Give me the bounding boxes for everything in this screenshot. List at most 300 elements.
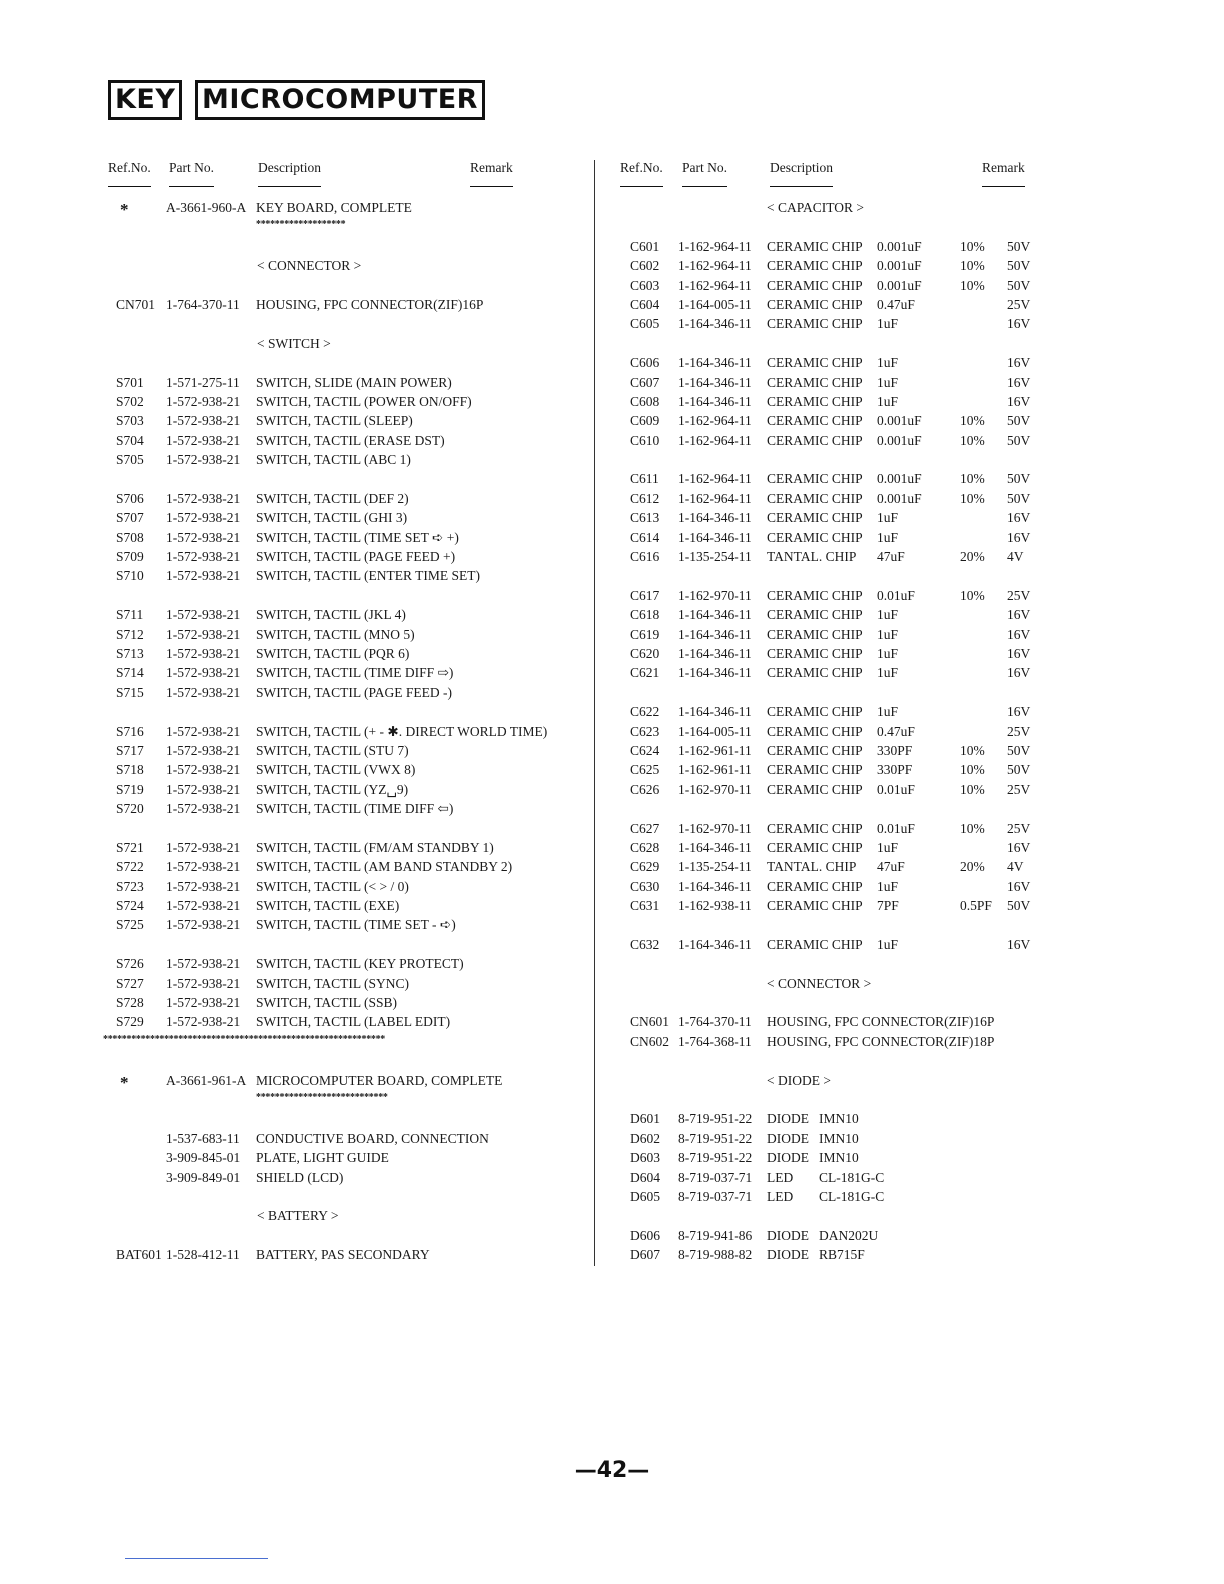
part-no: A-3661-960-A <box>166 200 247 215</box>
description: HOUSING, FPC CONNECTOR(ZIF)18P <box>767 1033 995 1049</box>
description: CERAMIC CHIP <box>767 607 863 623</box>
capacitance: 1uF <box>877 607 899 623</box>
capacitor-row <box>612 394 1042 413</box>
voltage: 16V <box>1007 936 1031 952</box>
description: CERAMIC CHIP <box>767 762 863 778</box>
capacitor-row <box>612 258 1042 277</box>
part-no: 1-164-346-11 <box>678 936 752 952</box>
row-spacer <box>612 568 1042 587</box>
part-no: 1-162-961-11 <box>678 762 752 778</box>
description: SHIELD (LCD) <box>256 1169 344 1185</box>
capacitance: 330PF <box>877 762 913 778</box>
part-row <box>100 665 590 684</box>
voltage: 50V <box>1007 898 1031 914</box>
description: SWITCH, TACTIL (+ - ✱. DIRECT WORLD TIME) <box>256 723 548 739</box>
part-no: 8-719-951-22 <box>678 1130 753 1146</box>
description: CERAMIC CHIP <box>767 936 863 952</box>
part-no: 1-572-938-21 <box>166 781 241 797</box>
capacitor-row <box>612 549 1042 568</box>
tolerance: 10% <box>960 762 985 778</box>
row-spacer <box>100 471 590 490</box>
description: CERAMIC CHIP <box>767 781 863 797</box>
ref-no: S721 <box>116 839 144 855</box>
part-no: 1-572-938-21 <box>166 762 241 778</box>
ref-no: S725 <box>116 917 144 933</box>
row-spacer <box>612 336 1042 355</box>
bottom-rule <box>125 1558 268 1559</box>
part-no: 1-162-964-11 <box>678 490 752 506</box>
part-row <box>100 491 590 510</box>
description: SWITCH, TACTIL (MNO 5) <box>256 626 415 642</box>
voltage: 16V <box>1007 607 1031 623</box>
part-row <box>100 297 590 316</box>
ref-no: C626 <box>630 781 660 797</box>
row-spacer <box>100 1111 590 1130</box>
left-parts-column <box>100 160 590 1266</box>
part-row <box>100 956 590 975</box>
description: CERAMIC CHIP <box>767 277 863 293</box>
part-no: 1-572-938-21 <box>166 645 241 661</box>
description: CERAMIC CHIP <box>767 374 863 390</box>
section-heading-text: < DIODE > <box>767 1072 831 1088</box>
ref-no: C623 <box>630 723 660 739</box>
model-no: RB715F <box>819 1247 865 1263</box>
description: KEY BOARD, COMPLETE <box>256 200 412 215</box>
description: LED <box>767 1169 794 1185</box>
description: CERAMIC CHIP <box>767 587 863 603</box>
part-no: 1-164-346-11 <box>678 626 752 642</box>
voltage: 16V <box>1007 510 1031 526</box>
part-no: 1-135-254-11 <box>678 859 752 875</box>
ref-no: S703 <box>116 413 144 429</box>
section-heading-text: < BATTERY > <box>257 1208 339 1224</box>
row-spacer <box>612 801 1042 820</box>
part-no: 8-719-941-86 <box>678 1227 753 1243</box>
row-spacer <box>100 937 590 956</box>
model-no: CL-181G-C <box>819 1169 885 1185</box>
part-row <box>100 1247 590 1266</box>
part-no: 3-909-845-01 <box>166 1150 241 1166</box>
row-spacer <box>612 956 1042 975</box>
capacitor-row <box>612 646 1042 665</box>
ref-no: S723 <box>116 878 144 894</box>
ref-no: D604 <box>630 1169 660 1185</box>
tolerance: 10% <box>960 238 985 254</box>
ref-no: S711 <box>116 607 144 623</box>
part-no: 8-719-951-22 <box>678 1111 753 1127</box>
part-row <box>100 801 590 820</box>
part-row <box>100 1014 590 1033</box>
part-row <box>100 995 590 1014</box>
voltage: 50V <box>1007 432 1031 448</box>
part-row <box>100 976 590 995</box>
description: CONDUCTIVE BOARD, CONNECTION <box>256 1130 489 1146</box>
row-spacer <box>612 452 1042 471</box>
capacitance: 1uF <box>877 839 899 855</box>
part-no: 1-572-938-21 <box>166 510 241 526</box>
capacitance: 0.001uF <box>877 277 922 293</box>
description: SWITCH, TACTIL (ABC 1) <box>256 452 411 468</box>
row-spacer <box>100 588 590 607</box>
description: CERAMIC CHIP <box>767 471 863 487</box>
ref-no: S709 <box>116 549 144 565</box>
diode-row <box>612 1189 1042 1208</box>
part-no: 1-164-346-11 <box>678 704 752 720</box>
description: SWITCH, TACTIL (YZ␣9) <box>256 781 409 797</box>
description: SWITCH, TACTIL (LABEL EDIT) <box>256 1014 451 1030</box>
asterisk-separator-text: ************************************************************ <box>103 1033 386 1045</box>
ref-no: CN701 <box>116 296 156 312</box>
voltage: 4V <box>1007 549 1024 565</box>
part-row <box>100 1170 590 1189</box>
part-row <box>100 724 590 743</box>
capacitor-row <box>612 627 1042 646</box>
tolerance: 10% <box>960 490 985 506</box>
part-no: 8-719-988-82 <box>678 1247 753 1263</box>
description: CERAMIC CHIP <box>767 316 863 332</box>
voltage: 50V <box>1007 413 1031 429</box>
part-no: 1-164-346-11 <box>678 645 752 661</box>
description: CERAMIC CHIP <box>767 413 863 429</box>
page-number: —42— <box>574 1458 650 1483</box>
part-no: 1-162-961-11 <box>678 742 752 758</box>
capacitance: 0.001uF <box>877 413 922 429</box>
capacitor-row <box>612 297 1042 316</box>
capacitor-row <box>612 607 1042 626</box>
model-no: IMN10 <box>819 1150 859 1166</box>
ref-no: D602 <box>630 1130 660 1146</box>
ref-no: C607 <box>630 374 660 390</box>
part-no: 1-572-938-21 <box>166 549 241 565</box>
description: SWITCH, TACTIL (STU 7) <box>256 742 409 758</box>
description: SWITCH, TACTIL (ERASE DST) <box>256 432 445 448</box>
description: CERAMIC CHIP <box>767 878 863 894</box>
row-spacer <box>612 1053 1042 1072</box>
capacitance: 0.01uF <box>877 587 915 603</box>
part-row <box>100 568 590 587</box>
row-spacer <box>100 704 590 723</box>
capacitance: 0.47uF <box>877 296 915 312</box>
title-key: KEY <box>108 80 182 120</box>
part-no: 1-572-938-21 <box>166 568 241 584</box>
voltage: 16V <box>1007 529 1031 545</box>
part-row <box>100 762 590 781</box>
voltage: 25V <box>1007 723 1031 739</box>
part-no: 1-164-346-11 <box>678 878 752 894</box>
left-rows <box>100 200 590 1266</box>
asterisk-underline-text: **************************** <box>256 1091 388 1103</box>
ref-no: S716 <box>116 723 144 739</box>
description: SWITCH, TACTIL (KEY PROTECT) <box>256 956 464 972</box>
ref-no: D606 <box>630 1227 660 1243</box>
description: DIODE <box>767 1130 809 1146</box>
right-rows <box>612 200 1042 1266</box>
ref-no: D605 <box>630 1188 660 1204</box>
description: CERAMIC CHIP <box>767 626 863 642</box>
row-spacer <box>612 685 1042 704</box>
row-spacer <box>612 995 1042 1014</box>
part-no: 8-719-951-22 <box>678 1150 753 1166</box>
part-row <box>100 917 590 936</box>
description: SWITCH, TACTIL (ENTER TIME SET) <box>256 568 481 584</box>
voltage: 4V <box>1007 859 1024 875</box>
row-spacer <box>100 1189 590 1208</box>
capacitance: 0.001uF <box>877 432 922 448</box>
capacitance: 0.47uF <box>877 723 915 739</box>
description: CERAMIC CHIP <box>767 898 863 914</box>
tolerance: 10% <box>960 413 985 429</box>
ref-no: S717 <box>116 742 144 758</box>
ref-no: S712 <box>116 626 144 642</box>
ref-no: S715 <box>116 684 144 700</box>
voltage: 16V <box>1007 374 1031 390</box>
capacitor-row <box>612 239 1042 258</box>
description: SWITCH, TACTIL (JKL 4) <box>256 607 406 623</box>
part-row <box>100 200 590 219</box>
ref-no: C601 <box>630 238 660 254</box>
row-spacer <box>100 278 590 297</box>
ref-no: CN601 <box>630 1014 670 1030</box>
ref-no: C630 <box>630 878 660 894</box>
description: DIODE <box>767 1227 809 1243</box>
part-row <box>100 840 590 859</box>
ref-no: C619 <box>630 626 660 642</box>
ref-no: S727 <box>116 975 144 991</box>
ref-no: S701 <box>116 374 144 390</box>
ref-no: BAT601 <box>116 1247 162 1263</box>
part-row <box>612 1014 1042 1033</box>
capacitance: 1uF <box>877 878 899 894</box>
part-row <box>100 859 590 878</box>
header-part-no: Part No. <box>682 160 727 175</box>
part-no: 1-528-412-11 <box>166 1247 240 1263</box>
part-no: 1-162-964-11 <box>678 277 752 293</box>
ref-no: C629 <box>630 859 660 875</box>
ref-no: C612 <box>630 490 660 506</box>
capacitance: 1uF <box>877 510 899 526</box>
capacitance: 47uF <box>877 859 905 875</box>
voltage: 50V <box>1007 258 1031 274</box>
part-no: 1-572-938-21 <box>166 529 241 545</box>
ref-no: C625 <box>630 762 660 778</box>
ref-no: C606 <box>630 355 660 371</box>
voltage: 16V <box>1007 316 1031 332</box>
section-heading <box>612 1073 1042 1092</box>
description: MICROCOMPUTER BOARD, COMPLETE <box>256 1072 503 1088</box>
part-row <box>100 782 590 801</box>
part-no: 1-164-346-11 <box>678 665 752 681</box>
part-no: 1-162-964-11 <box>678 432 752 448</box>
diode-row <box>612 1170 1042 1189</box>
voltage: 16V <box>1007 839 1031 855</box>
part-row <box>100 549 590 568</box>
capacitor-row <box>612 375 1042 394</box>
capacitance: 0.01uF <box>877 820 915 836</box>
ref-no: D601 <box>630 1111 660 1127</box>
left-column-header <box>100 160 590 190</box>
ref-no: C631 <box>630 898 660 914</box>
ref-no: C608 <box>630 393 660 409</box>
ref-no: S719 <box>116 781 144 797</box>
header-remark: Remark <box>470 160 513 175</box>
capacitance: 1uF <box>877 665 899 681</box>
description: SWITCH, TACTIL (SSB) <box>256 995 398 1011</box>
description: DIODE <box>767 1150 809 1166</box>
right-parts-column <box>612 160 1042 1266</box>
ref-no: C618 <box>630 607 660 623</box>
voltage: 16V <box>1007 645 1031 661</box>
model-no: DAN202U <box>819 1227 879 1243</box>
ref-no: C621 <box>630 665 660 681</box>
description: SWITCH, TACTIL (DEF 2) <box>256 490 409 506</box>
part-no: 8-719-037-71 <box>678 1188 753 1204</box>
description: TANTAL. CHIP <box>767 859 857 875</box>
capacitance: 0.001uF <box>877 258 922 274</box>
part-no: 1-572-938-21 <box>166 839 241 855</box>
ref-no: S706 <box>116 490 144 506</box>
part-no: 1-162-964-11 <box>678 413 752 429</box>
part-no: 1-164-346-11 <box>678 374 752 390</box>
ref-no: C610 <box>630 432 660 448</box>
part-no: 1-572-938-21 <box>166 859 241 875</box>
part-no: 1-164-346-11 <box>678 529 752 545</box>
section-heading <box>100 336 590 355</box>
part-no: 1-572-938-21 <box>166 723 241 739</box>
part-no: 1-571-275-11 <box>166 374 240 390</box>
description: CERAMIC CHIP <box>767 296 863 312</box>
ref-no: S707 <box>116 510 144 526</box>
description: SWITCH, TACTIL (FM/AM STANDBY 1) <box>256 839 494 855</box>
part-no: 1-572-938-21 <box>166 626 241 642</box>
part-row <box>100 433 590 452</box>
capacitance: 1uF <box>877 626 899 642</box>
capacitance: 1uF <box>877 393 899 409</box>
capacitance: 0.001uF <box>877 471 922 487</box>
capacitance: 1uF <box>877 316 899 332</box>
diode-row <box>612 1228 1042 1247</box>
description: CERAMIC CHIP <box>767 355 863 371</box>
description: CERAMIC CHIP <box>767 742 863 758</box>
part-no: 1-537-683-11 <box>166 1130 240 1146</box>
ref-no: C620 <box>630 645 660 661</box>
part-no: 1-162-970-11 <box>678 820 752 836</box>
capacitance: 1uF <box>877 645 899 661</box>
voltage: 50V <box>1007 277 1031 293</box>
section-heading <box>100 258 590 277</box>
voltage: 16V <box>1007 393 1031 409</box>
part-no: 1-164-005-11 <box>678 723 752 739</box>
description: SWITCH, TACTIL (AM BAND STANDBY 2) <box>256 859 513 875</box>
part-no: 1-162-970-11 <box>678 781 752 797</box>
part-no: 1-162-970-11 <box>678 587 752 603</box>
ref-no: C622 <box>630 704 660 720</box>
capacitance: 1uF <box>877 936 899 952</box>
ref-no: S710 <box>116 568 144 584</box>
capacitance: 7PF <box>877 898 899 914</box>
part-row <box>100 452 590 471</box>
row-spacer <box>100 355 590 374</box>
capacitor-row <box>612 491 1042 510</box>
ref-no: C605 <box>630 316 660 332</box>
tolerance: 10% <box>960 432 985 448</box>
part-no: 1-164-346-11 <box>678 607 752 623</box>
part-row <box>100 413 590 432</box>
capacitor-row <box>612 433 1042 452</box>
capacitor-row <box>612 665 1042 684</box>
row-spacer <box>612 1092 1042 1111</box>
description: SWITCH, TACTIL (SYNC) <box>256 975 410 991</box>
part-no: 1-764-370-11 <box>678 1014 752 1030</box>
ref-no: C632 <box>630 936 660 952</box>
description: HOUSING, FPC CONNECTOR(ZIF)16P <box>767 1014 995 1030</box>
ref-no: C602 <box>630 258 660 274</box>
part-no: 1-135-254-11 <box>678 549 752 565</box>
part-no: 1-572-938-21 <box>166 878 241 894</box>
tolerance: 10% <box>960 258 985 274</box>
voltage: 25V <box>1007 587 1031 603</box>
row-spacer <box>100 821 590 840</box>
header-description: Description <box>258 160 321 175</box>
capacitance: 0.001uF <box>877 238 922 254</box>
description: DIODE <box>767 1111 809 1127</box>
part-no: 1-164-346-11 <box>678 839 752 855</box>
capacitor-row <box>612 821 1042 840</box>
ref-no: CN602 <box>630 1033 670 1049</box>
description: SWITCH, TACTIL (TIME SET ➪ +) <box>256 529 459 545</box>
voltage: 25V <box>1007 820 1031 836</box>
capacitor-row <box>612 743 1042 762</box>
voltage: 50V <box>1007 490 1031 506</box>
description: LED <box>767 1188 794 1204</box>
description: CERAMIC CHIP <box>767 510 863 526</box>
capacitance: 47uF <box>877 549 905 565</box>
section-heading-text: < CAPACITOR > <box>767 200 865 215</box>
part-row <box>100 375 590 394</box>
ref-no: S704 <box>116 432 144 448</box>
description: CERAMIC CHIP <box>767 432 863 448</box>
ref-no: C609 <box>630 413 660 429</box>
voltage: 25V <box>1007 296 1031 312</box>
ref-no: C603 <box>630 277 660 293</box>
part-row <box>100 627 590 646</box>
capacitance: 1uF <box>877 704 899 720</box>
description: SWITCH, TACTIL (GHI 3) <box>256 510 408 526</box>
ref-no: S724 <box>116 898 144 914</box>
description: CERAMIC CHIP <box>767 393 863 409</box>
part-no: 1-572-938-21 <box>166 452 241 468</box>
capacitance: 0.001uF <box>877 490 922 506</box>
ref-no: D603 <box>630 1150 660 1166</box>
description: SWITCH, TACTIL (TIME DIFF ⇦) <box>256 801 454 817</box>
description: SWITCH, SLIDE (MAIN POWER) <box>256 374 452 390</box>
description: CERAMIC CHIP <box>767 529 863 545</box>
description: SWITCH, TACTIL (PQR 6) <box>256 645 410 661</box>
description: CERAMIC CHIP <box>767 723 863 739</box>
voltage: 16V <box>1007 626 1031 642</box>
part-row <box>100 1150 590 1169</box>
part-no: 1-162-964-11 <box>678 238 752 254</box>
description: DIODE <box>767 1247 809 1263</box>
capacitor-row <box>612 355 1042 374</box>
capacitor-row <box>612 588 1042 607</box>
ref-no: S702 <box>116 393 144 409</box>
voltage: 50V <box>1007 742 1031 758</box>
part-no: 1-572-938-21 <box>166 801 241 817</box>
capacitance: 1uF <box>877 355 899 371</box>
part-row <box>100 1131 590 1150</box>
part-no: 1-572-938-21 <box>166 665 241 681</box>
asterisk-separator <box>100 1034 590 1053</box>
